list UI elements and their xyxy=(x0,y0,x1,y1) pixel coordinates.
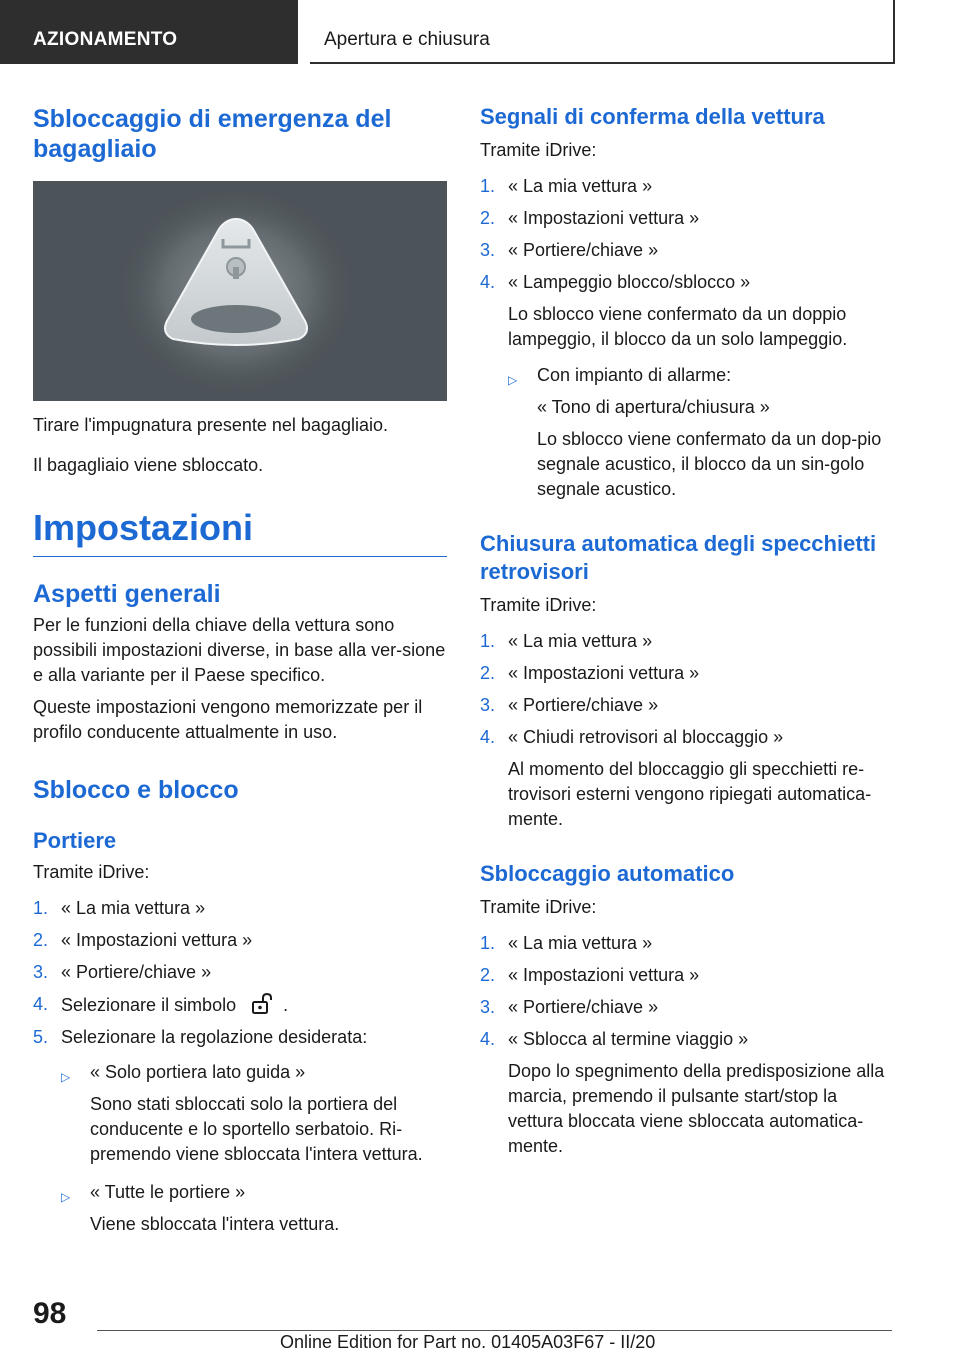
doors-title: Portiere xyxy=(33,828,117,853)
step-number: 3. xyxy=(480,695,496,715)
general-paragraph-1: Per le funzioni della chiave della vettura sono possibili impostazioni diverse, in base alla ver-sione e alla variante per il Paese specifico. xyxy=(33,615,446,685)
list-item xyxy=(480,1027,895,1159)
option-all-doors xyxy=(61,1180,447,1237)
mirrors-title: Chiusura automatica degli specchietti retrovisori xyxy=(480,531,877,584)
step-text: « Sblocca al termine viaggio » xyxy=(508,1029,749,1049)
mirrors-steps-list xyxy=(480,629,895,832)
trunk-release-handle-figure xyxy=(33,181,447,401)
step-text: « Portiere/chiave » xyxy=(508,240,659,260)
step-text: « Impostazioni vettura » xyxy=(508,208,700,228)
unlock-lock-title: Sblocco e blocco xyxy=(33,776,239,804)
auto-unlock-steps-list xyxy=(480,931,895,1159)
triangle-right-icon: ▷ xyxy=(61,1070,71,1084)
step-number: 5. xyxy=(33,1027,49,1047)
option-label: « Tutte le portiere » xyxy=(90,1182,246,1202)
step-text: « La mia vettura » xyxy=(61,898,206,918)
option-setting: « Tono di apertura/chiusura » xyxy=(537,397,770,417)
header-chapter-tab xyxy=(310,0,895,64)
left-column xyxy=(33,100,447,1244)
step-description: Lo sblocco viene confermato da un doppio lampeggio, il blocco da un solo lampeggio. xyxy=(508,304,848,349)
auto-unlock-intro: Tramite iDrive: xyxy=(480,897,597,917)
step-number: 3. xyxy=(33,962,49,982)
step-text: « Portiere/chiave » xyxy=(508,695,659,715)
auto-unlock-title: Sbloccaggio automatico xyxy=(480,861,735,886)
triangle-right-icon: ▷ xyxy=(508,373,518,387)
step-number: 3. xyxy=(480,997,496,1017)
step-text: « Lampeggio blocco/sblocco » xyxy=(508,272,751,292)
step-text: « La mia vettura » xyxy=(508,176,653,196)
list-item xyxy=(480,661,895,686)
settings-title: Impostazioni xyxy=(33,506,447,557)
list-item xyxy=(480,174,895,199)
list-item xyxy=(480,238,895,263)
step-text: Selezionare il simbolo xyxy=(61,995,237,1015)
doors-intro: Tramite iDrive: xyxy=(33,862,150,882)
step-punctuation: . xyxy=(283,995,289,1015)
step-number: 2. xyxy=(480,965,496,985)
step-text: « Portiere/chiave » xyxy=(61,962,212,982)
triangle-right-icon: ▷ xyxy=(61,1190,71,1204)
doors-steps-list xyxy=(33,896,447,1237)
step-text: « Impostazioni vettura » xyxy=(61,930,253,950)
list-item xyxy=(33,896,447,921)
emergency-paragraph-1: Tirare l'impugnatura presente nel bagagliaio. xyxy=(33,415,388,435)
list-item xyxy=(480,206,895,231)
option-description: Lo sblocco viene confermato da un dop-pio segnale acustico, il blocco da un sin-golo segnale acustico. xyxy=(537,429,882,499)
list-item xyxy=(33,1025,447,1237)
list-item xyxy=(33,992,447,1018)
step-number: 3. xyxy=(480,240,496,260)
list-item xyxy=(480,270,895,502)
list-item xyxy=(480,725,895,832)
step-description: Dopo lo spegnimento della predisposizione alla marcia, premendo il pulsante start/stop la vettura bloccata viene sbloccata automatica-mente. xyxy=(508,1061,885,1156)
confirmation-intro: Tramite iDrive: xyxy=(480,140,597,160)
step-number: 2. xyxy=(480,663,496,683)
step-number: 2. xyxy=(480,208,496,228)
header-chapter-label: Apertura e chiusura xyxy=(324,29,490,50)
option-description: Viene sbloccata l'intera vettura. xyxy=(90,1214,340,1234)
right-column xyxy=(480,100,895,1166)
list-item xyxy=(480,629,895,654)
list-item xyxy=(480,995,895,1020)
step-text: « Impostazioni vettura » xyxy=(508,965,700,985)
general-aspects-title: Aspetti generali xyxy=(33,580,221,608)
emergency-release-title: Sbloccaggio di emergenza del bagagliaio xyxy=(33,105,392,163)
step-number: 4. xyxy=(33,994,49,1014)
page-number: 98 xyxy=(33,1297,67,1330)
step-number: 4. xyxy=(480,272,496,292)
option-label: Con impianto di allarme: xyxy=(537,365,732,385)
mirrors-intro: Tramite iDrive: xyxy=(480,595,597,615)
option-alarm xyxy=(508,363,895,502)
confirmation-steps-list xyxy=(480,174,895,502)
step-description: Al momento del bloccaggio gli specchietti re-trovisori esterni vengono ripiegati automatica-mente. xyxy=(508,759,872,829)
list-item xyxy=(480,963,895,988)
general-paragraph-2: Queste impostazioni vengono memorizzate per il profilo conducente attualmente in uso. xyxy=(33,697,423,742)
list-item xyxy=(480,931,895,956)
footer-edition: Online Edition for Part no. 01405A03F67 - II/20 xyxy=(280,1332,656,1352)
list-item xyxy=(480,693,895,718)
emergency-paragraph-2: Il bagagliaio viene sbloccato. xyxy=(33,455,264,475)
option-description: Sono stati sbloccati solo la portiera del conducente e lo sportello serbatoio. Ri-premendo viene sbloccata l'intera vettura. xyxy=(90,1094,423,1164)
confirmation-signals-title: Segnali di conferma della vettura xyxy=(480,104,825,129)
header-section-tab xyxy=(0,0,298,64)
step-text: « Impostazioni vettura » xyxy=(508,663,700,683)
step-number: 1. xyxy=(480,631,496,651)
step-text: « Chiudi retrovisori al bloccaggio » xyxy=(508,727,784,747)
unlock-icon xyxy=(249,992,275,1014)
step-text: Selezionare la regolazione desiderata: xyxy=(61,1027,368,1047)
step-number: 4. xyxy=(480,727,496,747)
option-driver-door xyxy=(61,1060,447,1167)
step-number: 4. xyxy=(480,1029,496,1049)
step-text: « Portiere/chiave » xyxy=(508,997,659,1017)
step-number: 2. xyxy=(33,930,49,950)
step-number: 1. xyxy=(480,176,496,196)
step-number: 1. xyxy=(480,933,496,953)
list-item xyxy=(33,960,447,985)
list-item xyxy=(33,928,447,953)
footer-divider xyxy=(97,1330,892,1331)
option-label: « Solo portiera lato guida » xyxy=(90,1062,306,1082)
trunk-handle-illustration xyxy=(33,181,447,401)
step-text: « La mia vettura » xyxy=(508,631,653,651)
header-section-label: AZIONAMENTO xyxy=(33,29,178,50)
step-text: « La mia vettura » xyxy=(508,933,653,953)
step-number: 1. xyxy=(33,898,49,918)
